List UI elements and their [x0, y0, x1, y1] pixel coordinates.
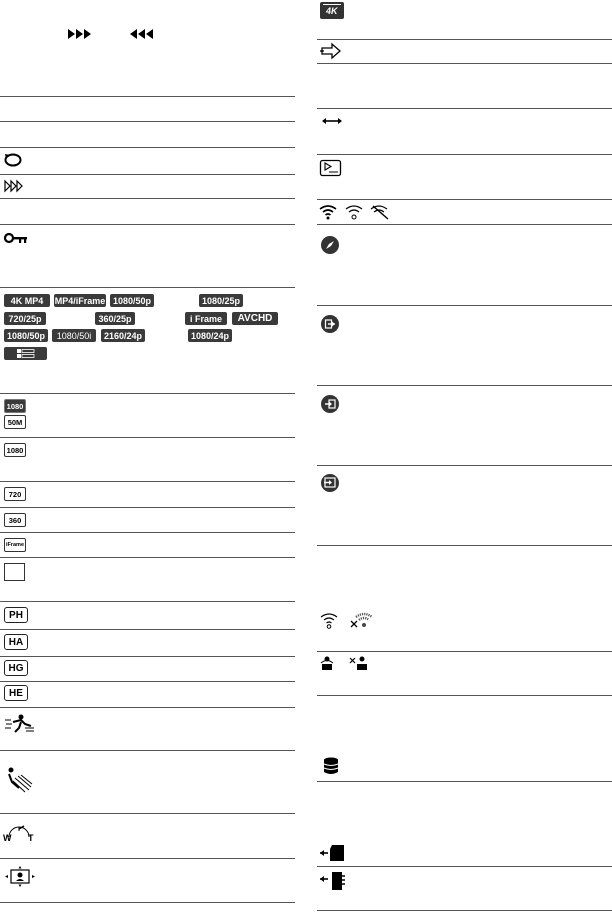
export-icon [321, 315, 339, 333]
empty-box-icon [4, 563, 25, 581]
badge-1080-50p: 1080/50p [110, 294, 154, 307]
zoom-w-label: W [3, 833, 12, 843]
screen-input-icon [321, 474, 339, 492]
storage-database-icon [323, 757, 339, 775]
badge-iframe-small: iFrame [4, 538, 26, 552]
card-insert-icon [320, 844, 346, 862]
badge-1080-dark: 1080 [4, 399, 26, 413]
badge-4k-mp4: 4K MP4 [4, 294, 50, 307]
multi-format-icon [4, 347, 47, 360]
card-connect-icon [320, 871, 346, 891]
wifi-signal-icons [318, 204, 398, 220]
badge-he: HE [4, 685, 28, 701]
motion-shot-icon [5, 714, 35, 734]
transfer-arrow-icon [320, 44, 342, 58]
badge-1080-50p-b: 1080/50p [4, 329, 48, 342]
badge-1080-outline: 1080 [4, 443, 26, 457]
badge-720-25p: 720/25p [4, 312, 46, 325]
skip-forward-icon [5, 181, 23, 191]
4k-mark-icon [320, 2, 344, 19]
badge-1080-50i: 1080/50i [52, 329, 96, 342]
compass-icon [321, 236, 339, 254]
zoom-t-label: T [28, 833, 34, 843]
playback-wide-icon [320, 160, 344, 178]
badge-360-25p: 360/25p [95, 312, 135, 325]
badge-360: 360 [4, 513, 26, 527]
badge-mp4-iframe: MP4/iFrame [54, 295, 106, 306]
badge-hg: HG [4, 660, 28, 676]
4k-mark-label: 4K [326, 6, 338, 16]
wifi-connection-icons [320, 612, 380, 630]
badge-ha: HA [4, 634, 28, 650]
double-arrow-icon [322, 117, 342, 125]
badge-720: 720 [4, 487, 26, 501]
fast-forward-icon [68, 29, 94, 39]
badge-1080-24p: 1080/24p [188, 329, 232, 342]
protect-key-icon [4, 233, 28, 245]
face-frame-icon [4, 866, 36, 888]
badge-ph: PH [4, 607, 28, 623]
camera-operator-icons [320, 656, 380, 674]
import-icon [321, 395, 339, 413]
stabilizer-icon [5, 766, 33, 794]
badge-avchd: AVCHD [232, 312, 278, 325]
badge-50m: 50M [4, 415, 26, 429]
repeat-icon [4, 153, 22, 167]
badge-2160-24p: 2160/24p [101, 329, 145, 342]
badge-1080-25p: 1080/25p [199, 294, 243, 307]
rewind-icon [130, 29, 156, 39]
badge-iframe: i Frame [185, 312, 227, 325]
